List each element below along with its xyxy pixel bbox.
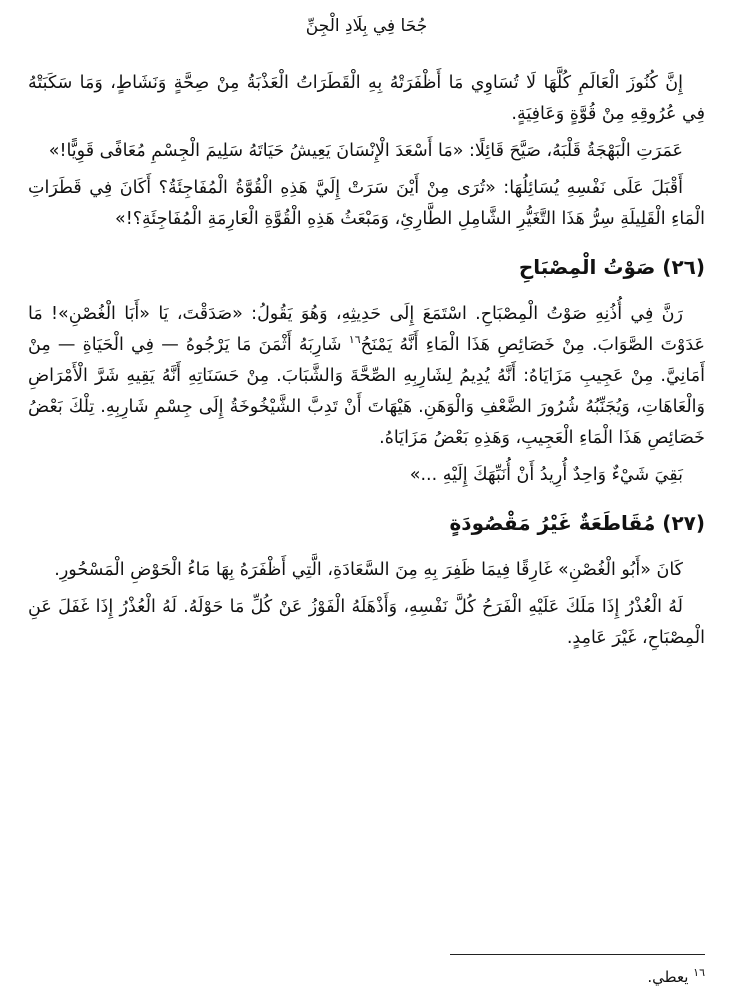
footnote-number: ١٦ [693,966,705,979]
body-text [28,68,705,654]
section-heading: (٢٧) مُقَاطَعَةٌ غَيْرُ مَقْصُودَةٍ [449,511,705,535]
paragraph-text: شَارِبَهُ أَثْمَنَ مَا يَرْجُوهُ — فِي الْحَيَاةِ — مِنْ أَمَانِيَّ. مِنْ عَجِيبِ مَزَايَاهُ: أَنَّهُ يُدِيمُ لِشَارِبِهِ الصِّحَّةَ وَالشَّبَابَ. مِنْ حَسَنَاتِهِ أَنَّهُ يَقِيهِ شَرَّ الْأَمْرَاضِ وَالْعَاهَاتِ، وَيُجَنِّبُهُ شُرُورَ الضَّعْفِ وَالْوَهَنِ. هَيْهَاتَ أَنْ تَدِبَّ الشَّيْخُوخَةُ إِلَى جِسْمِ شَارِبِهِ. تِلْكَ بَعْضُ خَصَائِصِ هَذَا الْمَاءِ الْعَجِيبِ، وَهَذِهِ بَعْضُ مَزَايَاهُ. [28,335,705,448]
footnote-divider [450,954,705,955]
paragraph [28,299,705,454]
section-heading: (٢٦) صَوْتُ الْمِصْبَاحِ [518,255,705,279]
paragraph: كَانَ «أَبُو الْغُصْنِ» غَارِقًا فِيمَا ظَفِرَ بِهِ مِنَ السَّعَادَةِ، الَّتِي أَظْفَرَهُ بِهَا مَاءُ الْحَوْضِ الْمَسْحُورِ. [54,560,683,580]
footnote [647,962,705,988]
running-head: جُحَا فِي بِلَادِ الْجِنِّ [305,16,428,36]
paragraph: أَقْبَلَ عَلَى نَفْسِهِ يُسَائِلُهَا: «تُرَى مِنْ أَيْنَ سَرَتْ إِلَيَّ هَذِهِ الْقُوَّةُ الْمُفَاجِئَةُ؟ أَكَانَ فِي قَطَرَاتِ الْمَاءِ الْقَلِيلَةِ سِرُّ هَذَا التَّغَيُّرِ الشَّامِلِ الطَّارِئِ، وَمَبْعَثُ هَذِهِ الْقُوَّةِ الْعَارِمَةِ الْمُفَاجِئَةِ؟!» [28,178,705,229]
footnote-text: يعطي. [647,968,694,986]
paragraph-text: رَنَّ فِي أُذُنِهِ صَوْتُ الْمِصْبَاحِ. اسْتَمَعَ إِلَى حَدِيثِهِ، وَهُوَ يَقُولُ: «صَدَقْتَ، يَا «أَبَا الْغُصْنِ»! مَا عَدَوْتَ الصَّوَابَ. مِنْ خَصَائِصِ هَذَا الْمَاءِ أَنَّهُ يَمْنَحُ [28,304,705,355]
footnote-reference: ١٦ [348,333,361,347]
paragraph: إِنَّ كُنُوزَ الْعَالَمِ كُلَّهَا لَا تُسَاوِي مَا أَظْفَرَتْهُ بِهِ الْقَطَرَاتُ الْعَذْبَةُ مِنْ صِحَّةٍ وَنَشَاطٍ، وَمَا سَكَبَتْهُ فِي عُرُوقِهِ مِنْ قُوَّةٍ وَعَافِيَةٍ. [28,73,705,124]
paragraph: عَمَرَتِ الْبَهْجَةُ قَلْبَهُ، صَيَّحَ قَائِلًا: «مَا أَسْعَدَ الْإِنْسَانَ يَعِيشُ حَيَاتَهُ سَلِيمَ الْجِسْمِ مُعَافًى قَوِيًّا!» [48,141,683,161]
paragraph: بَقِيَ شَيْءٌ وَاحِدٌ أُرِيدُ أَنْ أُنَبِّهَكَ إِلَيْهِ ...» [409,465,683,485]
paragraph: لَهُ الْعُذْرُ إِذَا مَلَكَ عَلَيْهِ الْفَرَحُ كُلَّ نَفْسِهِ، وَأَذْهَلَهُ الْفَوْزُ عَنْ كُلِّ مَا حَوْلَهُ. لَهُ الْعُذْرُ إِذَا غَفَلَ عَنِ الْمِصْبَاحِ، غَيْرَ عَامِدٍ. [28,597,705,648]
